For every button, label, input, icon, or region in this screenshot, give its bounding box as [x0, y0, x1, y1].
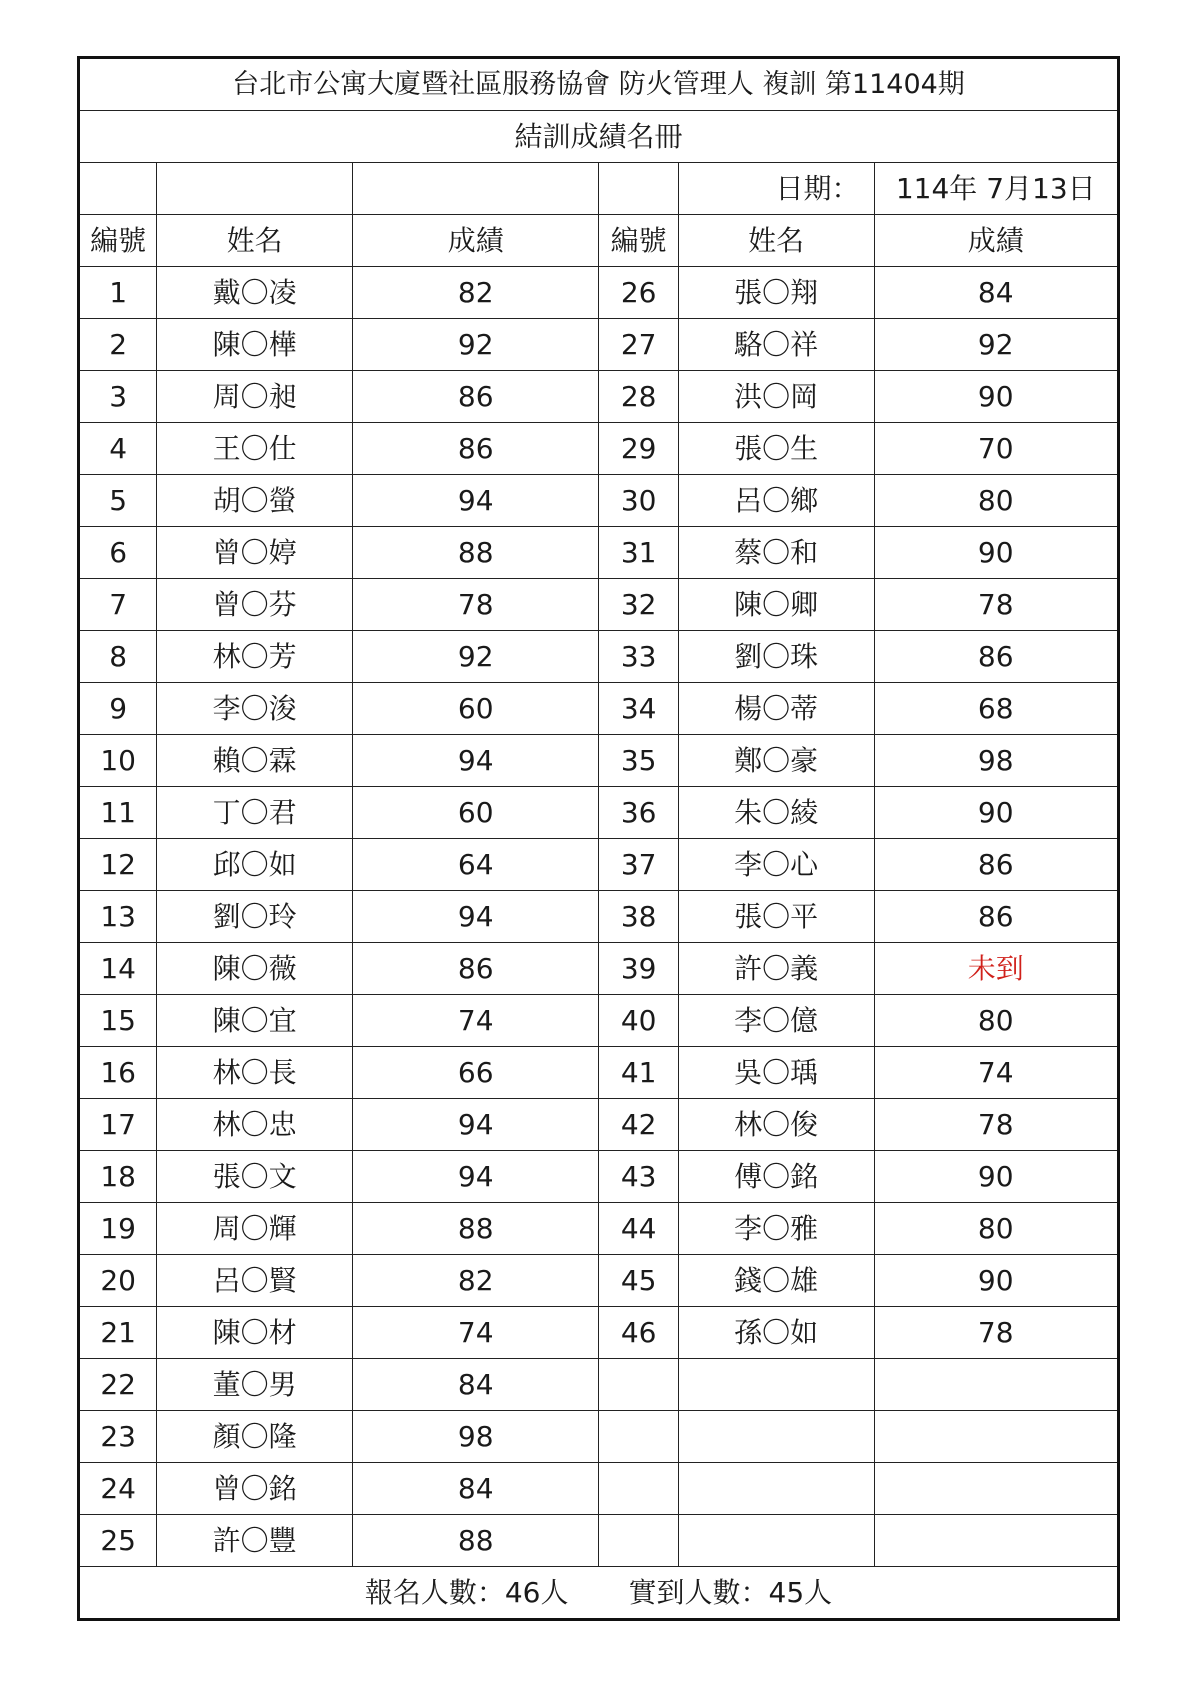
student-number: 12: [79, 839, 157, 891]
student-number: 9: [79, 683, 157, 735]
student-number: 10: [79, 735, 157, 787]
empty-cell: [678, 1515, 874, 1567]
student-number: 15: [79, 995, 157, 1047]
empty-cell: [678, 1359, 874, 1411]
student-number: 37: [599, 839, 678, 891]
table-row: [79, 839, 1119, 891]
student-number: 30: [599, 475, 678, 527]
empty-cell: [157, 163, 353, 215]
student-number: 34: [599, 683, 678, 735]
table-row: [79, 787, 1119, 839]
student-score: 78: [352, 579, 598, 631]
student-number: 39: [599, 943, 678, 995]
table-row: [79, 1203, 1119, 1255]
title-row: [79, 58, 1119, 111]
column-header-score: 成績: [874, 215, 1119, 267]
score-roster-sheet: [77, 56, 1120, 1621]
summary-row: [79, 1567, 1119, 1620]
empty-cell: [79, 163, 157, 215]
student-score: 78: [874, 579, 1119, 631]
student-name: 吳〇瑀: [678, 1047, 874, 1099]
student-score: 80: [874, 475, 1119, 527]
student-name: 曾〇芬: [157, 579, 353, 631]
student-name: 駱〇祥: [678, 319, 874, 371]
table-row: [79, 423, 1119, 475]
student-score: 86: [874, 631, 1119, 683]
empty-cell: [599, 1515, 678, 1567]
student-number: 27: [599, 319, 678, 371]
student-number: 26: [599, 267, 678, 319]
student-score: 68: [874, 683, 1119, 735]
student-score: 84: [352, 1463, 598, 1515]
table-row: [79, 943, 1119, 995]
student-name: 陳〇卿: [678, 579, 874, 631]
column-header-name: 姓名: [157, 215, 353, 267]
student-score: 88: [352, 1203, 598, 1255]
student-number: 35: [599, 735, 678, 787]
student-name: 張〇平: [678, 891, 874, 943]
student-name: 戴〇凌: [157, 267, 353, 319]
table-row: [79, 1151, 1119, 1203]
student-score: 86: [874, 891, 1119, 943]
student-score: 92: [874, 319, 1119, 371]
student-name: 朱〇綾: [678, 787, 874, 839]
student-name: 王〇仕: [157, 423, 353, 475]
student-score: 94: [352, 1151, 598, 1203]
student-number: 36: [599, 787, 678, 839]
column-header-row: [79, 215, 1119, 267]
student-name: 周〇輝: [157, 1203, 353, 1255]
student-score: 66: [352, 1047, 598, 1099]
student-number: 28: [599, 371, 678, 423]
table-row: [79, 1307, 1119, 1359]
table-row: [79, 1515, 1119, 1567]
empty-cell: [599, 1463, 678, 1515]
column-header-score: 成績: [352, 215, 598, 267]
student-name: 曾〇婷: [157, 527, 353, 579]
student-name: 傅〇銘: [678, 1151, 874, 1203]
table-row: [79, 891, 1119, 943]
student-score: 90: [874, 787, 1119, 839]
student-number: 4: [79, 423, 157, 475]
student-score: 94: [352, 735, 598, 787]
student-number: 16: [79, 1047, 157, 1099]
student-name: 陳〇薇: [157, 943, 353, 995]
student-number: 1: [79, 267, 157, 319]
student-name: 楊〇蒂: [678, 683, 874, 735]
student-number: 3: [79, 371, 157, 423]
table-row: [79, 1047, 1119, 1099]
student-name: 顏〇隆: [157, 1411, 353, 1463]
table-row: [79, 631, 1119, 683]
student-number: 20: [79, 1255, 157, 1307]
student-score: 82: [352, 267, 598, 319]
subtitle-row: [79, 111, 1119, 163]
student-number: 43: [599, 1151, 678, 1203]
column-header-number: 編號: [79, 215, 157, 267]
student-number: 24: [79, 1463, 157, 1515]
student-score: 90: [874, 1255, 1119, 1307]
table-row: [79, 319, 1119, 371]
student-number: 29: [599, 423, 678, 475]
summary-cell: [79, 1567, 1119, 1620]
table-row: [79, 995, 1119, 1047]
student-name: 胡〇螢: [157, 475, 353, 527]
student-score: 64: [352, 839, 598, 891]
student-name: 錢〇雄: [678, 1255, 874, 1307]
student-name: 許〇義: [678, 943, 874, 995]
student-score: 84: [874, 267, 1119, 319]
student-name: 李〇浚: [157, 683, 353, 735]
student-score: 94: [352, 1099, 598, 1151]
column-header-number: 編號: [599, 215, 678, 267]
student-score: 92: [352, 319, 598, 371]
student-number: 13: [79, 891, 157, 943]
student-number: 38: [599, 891, 678, 943]
student-score: 78: [874, 1307, 1119, 1359]
student-name: 賴〇霖: [157, 735, 353, 787]
student-name: 丁〇君: [157, 787, 353, 839]
student-name: 呂〇賢: [157, 1255, 353, 1307]
student-score: 88: [352, 527, 598, 579]
table-row: [79, 1255, 1119, 1307]
document-title: 台北市公寓大廈暨社區服務協會 防火管理人 複訓 第11404期: [79, 58, 1119, 111]
table-row: [79, 1463, 1119, 1515]
student-score: 80: [874, 1203, 1119, 1255]
table-row: [79, 1099, 1119, 1151]
student-score: 94: [352, 891, 598, 943]
student-name: 周〇昶: [157, 371, 353, 423]
student-number: 11: [79, 787, 157, 839]
student-name: 張〇生: [678, 423, 874, 475]
empty-cell: [874, 1515, 1119, 1567]
student-name: 林〇俊: [678, 1099, 874, 1151]
table-row: [79, 1411, 1119, 1463]
table-row: [79, 371, 1119, 423]
student-number: 41: [599, 1047, 678, 1099]
student-score: 86: [352, 371, 598, 423]
table-row: [79, 267, 1119, 319]
student-name: 孫〇如: [678, 1307, 874, 1359]
column-header-name: 姓名: [678, 215, 874, 267]
student-number: 22: [79, 1359, 157, 1411]
document-subtitle: 結訓成績名冊: [79, 111, 1119, 163]
student-score: 88: [352, 1515, 598, 1567]
date-label: 日期：: [678, 163, 874, 215]
student-name: 洪〇岡: [678, 371, 874, 423]
student-number: 25: [79, 1515, 157, 1567]
student-number: 8: [79, 631, 157, 683]
student-number: 44: [599, 1203, 678, 1255]
attended-count: 實到人數：45人: [628, 1575, 833, 1609]
student-score: 78: [874, 1099, 1119, 1151]
absent-status: 未到: [874, 943, 1119, 995]
score-roster-table: [77, 56, 1120, 1621]
student-number: 40: [599, 995, 678, 1047]
student-score: 60: [352, 683, 598, 735]
student-number: 21: [79, 1307, 157, 1359]
table-row: [79, 579, 1119, 631]
table-row: [79, 475, 1119, 527]
empty-cell: [874, 1411, 1119, 1463]
student-score: 74: [874, 1047, 1119, 1099]
student-name: 許〇豐: [157, 1515, 353, 1567]
student-name: 李〇雅: [678, 1203, 874, 1255]
student-number: 46: [599, 1307, 678, 1359]
student-name: 陳〇樺: [157, 319, 353, 371]
student-score: 86: [352, 423, 598, 475]
table-row: [79, 1359, 1119, 1411]
student-number: 6: [79, 527, 157, 579]
student-score: 86: [874, 839, 1119, 891]
student-number: 18: [79, 1151, 157, 1203]
student-number: 5: [79, 475, 157, 527]
student-number: 2: [79, 319, 157, 371]
student-number: 42: [599, 1099, 678, 1151]
date-value: 114年 7月13日: [874, 163, 1119, 215]
student-score: 74: [352, 1307, 598, 1359]
student-name: 董〇男: [157, 1359, 353, 1411]
student-score: 82: [352, 1255, 598, 1307]
student-name: 陳〇宜: [157, 995, 353, 1047]
student-score: 94: [352, 475, 598, 527]
table-row: [79, 683, 1119, 735]
student-score: 84: [352, 1359, 598, 1411]
student-score: 74: [352, 995, 598, 1047]
registered-count: 報名人數：46人: [364, 1575, 569, 1609]
student-score: 60: [352, 787, 598, 839]
student-number: 14: [79, 943, 157, 995]
student-name: 曾〇銘: [157, 1463, 353, 1515]
student-score: 90: [874, 1151, 1119, 1203]
student-number: 19: [79, 1203, 157, 1255]
student-name: 張〇翔: [678, 267, 874, 319]
student-number: 31: [599, 527, 678, 579]
student-score: 98: [352, 1411, 598, 1463]
student-number: 32: [599, 579, 678, 631]
student-name: 林〇芳: [157, 631, 353, 683]
table-row: [79, 527, 1119, 579]
empty-cell: [874, 1463, 1119, 1515]
student-name: 蔡〇和: [678, 527, 874, 579]
empty-cell: [678, 1411, 874, 1463]
student-score: 92: [352, 631, 598, 683]
empty-cell: [352, 163, 598, 215]
student-name: 李〇億: [678, 995, 874, 1047]
student-number: 23: [79, 1411, 157, 1463]
student-number: 17: [79, 1099, 157, 1151]
student-score: 90: [874, 527, 1119, 579]
student-name: 劉〇玲: [157, 891, 353, 943]
student-score: 98: [874, 735, 1119, 787]
date-row: [79, 163, 1119, 215]
student-name: 陳〇材: [157, 1307, 353, 1359]
student-name: 林〇長: [157, 1047, 353, 1099]
student-number: 33: [599, 631, 678, 683]
table-row: [79, 735, 1119, 787]
empty-cell: [599, 163, 678, 215]
student-score: 86: [352, 943, 598, 995]
student-name: 呂〇鄉: [678, 475, 874, 527]
student-name: 林〇忠: [157, 1099, 353, 1151]
empty-cell: [599, 1359, 678, 1411]
student-score: 90: [874, 371, 1119, 423]
empty-cell: [599, 1411, 678, 1463]
student-number: 45: [599, 1255, 678, 1307]
student-number: 7: [79, 579, 157, 631]
student-name: 鄭〇豪: [678, 735, 874, 787]
student-name: 張〇文: [157, 1151, 353, 1203]
empty-cell: [874, 1359, 1119, 1411]
student-name: 邱〇如: [157, 839, 353, 891]
student-score: 70: [874, 423, 1119, 475]
student-name: 劉〇珠: [678, 631, 874, 683]
empty-cell: [678, 1463, 874, 1515]
student-name: 李〇心: [678, 839, 874, 891]
student-score: 80: [874, 995, 1119, 1047]
